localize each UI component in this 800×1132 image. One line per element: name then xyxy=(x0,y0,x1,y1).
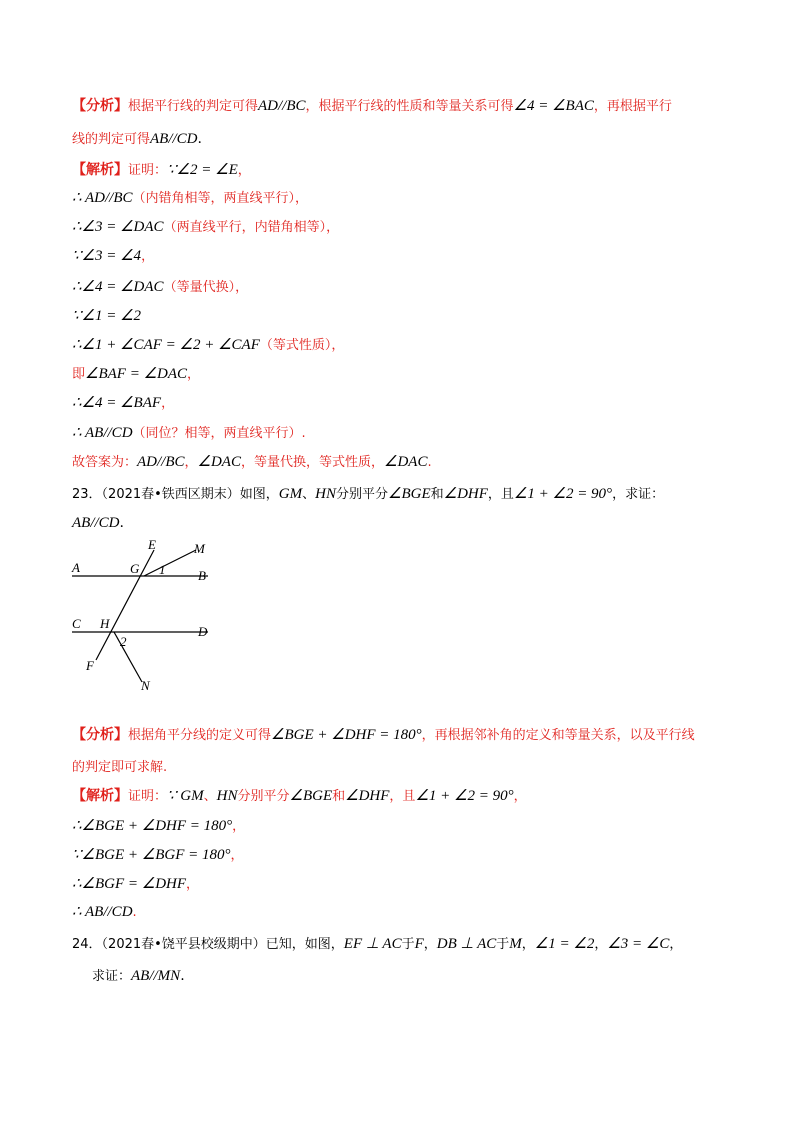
math-expr: ∴ AB//CD xyxy=(72,904,133,920)
solution-line-4 xyxy=(72,246,154,267)
math-expr: DB ⊥ AC xyxy=(436,936,497,952)
solution-line-6 xyxy=(72,306,141,326)
math-expr: ∠3 = ∠C xyxy=(607,936,670,952)
analysis-tag: 【分析】 xyxy=(72,727,128,743)
math-expr: HN xyxy=(216,788,238,804)
solution-line-5 xyxy=(72,277,248,298)
solution-text: 即 xyxy=(72,367,86,382)
solution-tag: 【解析】 xyxy=(72,162,128,178)
q23-solution-line-2 xyxy=(72,816,245,837)
punct: 、 xyxy=(302,487,316,502)
punct: ， xyxy=(513,789,527,804)
math-expr: ∠1 = ∠2 xyxy=(534,936,595,952)
math-expr: AD//BC xyxy=(137,454,185,470)
math-expr: ∠1 + ∠2 = 90° xyxy=(513,486,613,502)
q23-solution-line-4 xyxy=(72,874,199,895)
punct: ， xyxy=(184,455,198,470)
math-expr: ∠DAC xyxy=(197,454,241,470)
label-n: N xyxy=(141,678,150,693)
analysis-text: 的判定即可求解. xyxy=(72,760,168,775)
punct: ， xyxy=(669,937,683,952)
q24-line-2 xyxy=(92,966,185,987)
solution-line-10 xyxy=(72,423,306,444)
q23-geometry-figure xyxy=(66,538,226,698)
analysis-line-1 xyxy=(72,96,672,117)
solution-text: 和 xyxy=(332,789,346,804)
punct: ， xyxy=(187,367,201,382)
label-a: A xyxy=(72,560,80,575)
math-expr: ∵∠2 = ∠E xyxy=(167,162,238,178)
solution-text: 证明： xyxy=(128,789,168,804)
solution-line-9 xyxy=(72,393,174,414)
punct: 、 xyxy=(203,789,217,804)
label-h: H xyxy=(100,616,110,631)
math-expr: ∴∠4 = ∠BAF xyxy=(72,395,162,411)
math-expr: F xyxy=(414,936,424,952)
math-expr: ∠4 = ∠BAC xyxy=(513,98,594,114)
reason-text: （内错角相等，两直线平行）， xyxy=(132,191,309,206)
solution-text: 分别平分 xyxy=(237,789,290,804)
label-d: D xyxy=(198,624,208,639)
punct: ， xyxy=(423,937,437,952)
math-expr: ∠DHF xyxy=(443,486,488,502)
q23-line-2 xyxy=(72,513,124,533)
analysis-text: ，再根据邻补角的定义和等量关系，以及平行线 xyxy=(421,728,695,743)
punct: ， xyxy=(141,249,155,264)
q24-line-1 xyxy=(72,934,682,955)
punct: . xyxy=(427,455,432,470)
solution-line-7 xyxy=(72,335,344,356)
solution-line-1 xyxy=(72,160,251,181)
label-g: G xyxy=(130,561,140,576)
math-expr: ∵∠3 = ∠4 xyxy=(72,248,142,264)
solution-line-3 xyxy=(72,217,339,238)
math-expr: ∴∠BGF = ∠DHF xyxy=(72,876,187,892)
question-text: 分别平分 xyxy=(335,487,388,502)
math-expr: GM xyxy=(278,486,303,502)
label-1: 1 xyxy=(159,562,166,577)
answer-line xyxy=(72,452,432,473)
math-expr: ∴ AB//CD xyxy=(72,425,133,441)
reason-text: （等式性质）， xyxy=(259,338,345,353)
q23-line-1 xyxy=(72,484,664,505)
q23-solution-line-3 xyxy=(72,845,244,866)
label-c: C xyxy=(72,616,81,631)
label-e: E xyxy=(148,538,156,552)
answer-label: 故答案为： xyxy=(72,455,138,470)
math-expr: ∴∠BGE + ∠DHF = 180° xyxy=(72,818,233,834)
reason-text: （同位？相等，两直线平行）. xyxy=(132,426,306,441)
math-expr: ∵∠BGE + ∠BGF = 180° xyxy=(72,847,231,863)
punct: ， xyxy=(161,396,175,411)
punct: ， xyxy=(232,819,246,834)
math-expr: ∠BAF = ∠DAC xyxy=(85,366,188,382)
label-f: F xyxy=(86,658,94,673)
q23-solution-line-5 xyxy=(72,902,137,923)
math-expr: AB//MN xyxy=(131,968,181,984)
q23-analysis-line-2 xyxy=(72,757,167,778)
label-b: B xyxy=(198,568,206,583)
reason-text: （等量代换）， xyxy=(163,280,249,295)
question-text: ，且 xyxy=(487,487,514,502)
question-text: 23．（2021春•铁西区期末）如图， xyxy=(72,487,279,502)
solution-text: 证明： xyxy=(128,163,168,178)
punct: ， xyxy=(186,877,200,892)
analysis-text: ，根据平行线的性质和等量关系可得 xyxy=(305,99,514,114)
punct: ， xyxy=(521,937,535,952)
punct: ， xyxy=(230,848,244,863)
question-text: 24．（2021春•饶平县校级期中）已知，如图， xyxy=(72,937,344,952)
math-expr: M xyxy=(509,936,522,952)
analysis-line-2 xyxy=(72,129,202,150)
answer-text: ，等量代换，等式性质， xyxy=(240,455,384,470)
question-text: 求证： xyxy=(92,969,132,984)
question-text: ，求证： xyxy=(612,487,665,502)
punct: . xyxy=(119,515,124,531)
math-expr: AB//CD xyxy=(150,131,198,147)
question-text: 于 xyxy=(401,937,415,952)
math-expr: ∠DAC xyxy=(384,454,428,470)
math-expr: AB//CD xyxy=(72,515,120,531)
solution-line-2 xyxy=(72,188,308,209)
math-expr: AD//BC xyxy=(258,98,306,114)
solution-line-8 xyxy=(72,364,200,385)
math-expr: ∴∠4 = ∠DAC xyxy=(72,279,164,295)
question-text: 和 xyxy=(430,487,444,502)
analysis-text: 线的判定可得 xyxy=(72,132,151,147)
math-expr: EF ⊥ AC xyxy=(343,936,402,952)
math-expr: ∠1 + ∠2 = 90° xyxy=(415,788,514,804)
analysis-text: 根据角平分线的定义可得 xyxy=(128,728,272,743)
punct: ， xyxy=(594,937,608,952)
q23-solution-line-1 xyxy=(72,786,527,807)
math-expr: ∠DHF xyxy=(345,788,390,804)
solution-tag: 【解析】 xyxy=(72,788,128,804)
math-expr: ∠BGE + ∠DHF = 180° xyxy=(271,727,422,743)
reason-text: （两直线平行，内错角相等）， xyxy=(163,220,340,235)
math-expr: ∠BGE xyxy=(289,788,333,804)
punct: . xyxy=(132,905,137,920)
math-expr: ∵∠1 = ∠2 xyxy=(72,308,142,324)
punct: . xyxy=(197,131,202,147)
math-expr: ∴ AD//BC xyxy=(72,190,133,206)
punct: ， xyxy=(237,163,251,178)
math-expr: ∴∠1 + ∠CAF = ∠2 + ∠CAF xyxy=(72,337,260,353)
question-text: 于 xyxy=(496,937,510,952)
solution-text: ，且 xyxy=(389,789,416,804)
analysis-tag: 【分析】 xyxy=(72,98,128,114)
analysis-text: 根据平行线的判定可得 xyxy=(128,99,259,114)
punct: . xyxy=(180,968,185,984)
math-expr: HN xyxy=(315,486,336,502)
math-expr: ∴∠3 = ∠DAC xyxy=(72,219,164,235)
math-expr: ∵ GM xyxy=(167,788,204,804)
q23-analysis-line-1 xyxy=(72,725,695,746)
label-2: 2 xyxy=(120,634,127,649)
ray-hn xyxy=(114,632,142,682)
math-expr: ∠BGE xyxy=(388,486,431,502)
analysis-text: ，再根据平行 xyxy=(593,99,672,114)
label-m: M xyxy=(194,541,205,556)
